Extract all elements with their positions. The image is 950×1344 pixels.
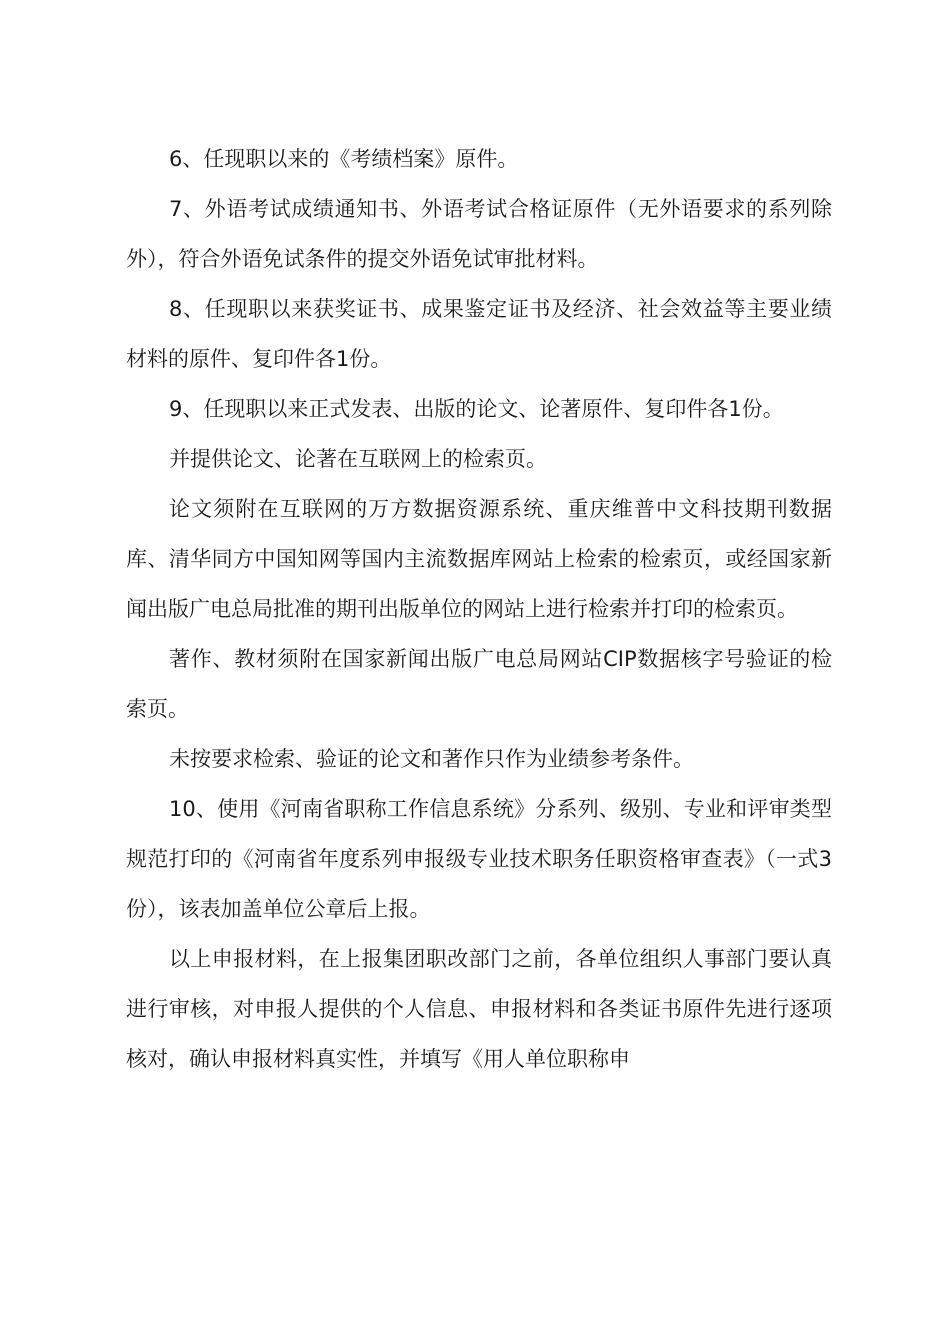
paragraph-search-page: 并提供论文、论著在互联网上的检索页。 <box>169 447 547 471</box>
paragraph-book-requirement: 著作、教材须附在国家新闻出版广电总局网站CIP数据核字号验证的检索页。 <box>126 647 832 721</box>
paragraph-paper-requirement: 论文须附在互联网的万方数据资源系统、重庆维普中文科技期刊数据库、清华同方中国知网等国内主流数据库网站上检索的检索页，或经国家新闻出版广电总局批准的期刊出版单位的网站上进行检索并打印的检索页。 <box>126 497 832 621</box>
paragraph-item-9: 9、任现职以来正式发表、出版的论文、论著原件、复印件各1份。 <box>169 397 784 421</box>
paragraph-item-7: 7、外语考试成绩通知书、外语考试合格证原件（无外语要求的系列除外），符合外语免试条件的提交外语免试审批材料。 <box>126 197 832 271</box>
document-body <box>126 134 832 1084</box>
paragraph-item-10: 10、使用《河南省职称工作信息系统》分系列、级别、专业和评审类型规范打印的《河南省年度系列申报级专业技术职务任职资格审查表》（一式3份），该表加盖单位公章后上报。 <box>126 797 832 921</box>
paragraph-unverified-note: 未按要求检索、验证的论文和著作只作为业绩参考条件。 <box>169 747 694 771</box>
paragraph-item-6: 6、任现职以来的《考绩档案》原件。 <box>169 147 519 171</box>
paragraph-item-8: 8、任现职以来获奖证书、成果鉴定证书及经济、社会效益等主要业绩材料的原件、复印件各1份。 <box>126 297 832 371</box>
paragraph-review-instruction: 以上申报材料，在上报集团职改部门之前，各单位组织人事部门要认真进行审核，对申报人提供的个人信息、申报材料和各类证书原件先进行逐项核对，确认申报材料真实性，并填写《用人单位职称申 <box>126 947 832 1071</box>
